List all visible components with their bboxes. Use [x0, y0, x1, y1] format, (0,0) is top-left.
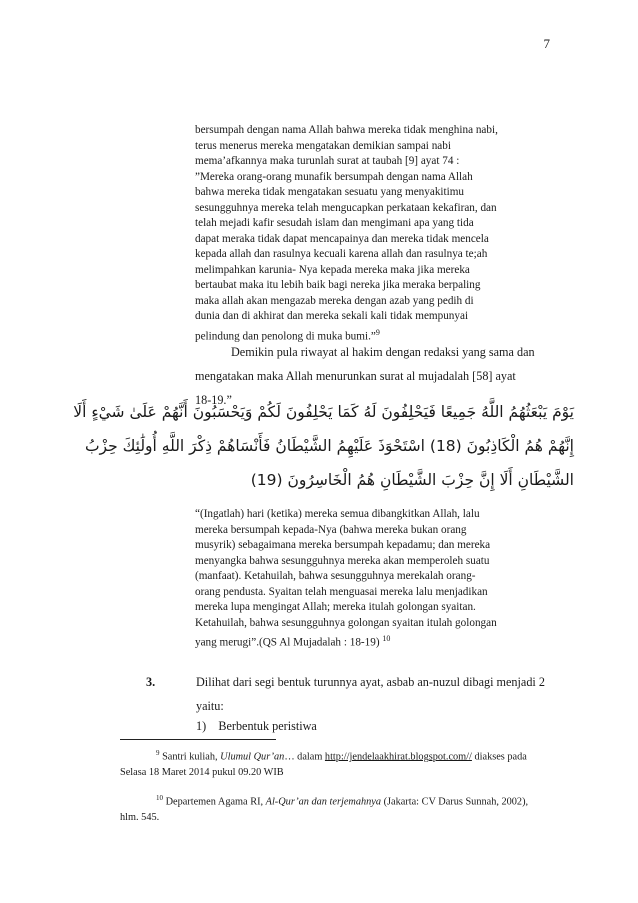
sub-item-text: Berbentuk peristiwa [218, 719, 317, 733]
quote-line: orang pendusta. Syaitan telah menguasai mereka lalu menjadikan [195, 585, 488, 598]
footnote-number: 9 [156, 749, 160, 757]
quote-block-translation [195, 507, 571, 651]
footnote-ref-10: 10 [382, 634, 391, 643]
section-line: Dilihat dari segi bentuk turunnya ayat, asbab an-nuzul dibagi menjadi 2 [196, 675, 545, 689]
quote-last-line: pelindung dan penolong di muka bumi.” [195, 330, 376, 343]
quote-line: menyangka bahwa sesungguhnya mereka akan memperoleh suatu [195, 554, 490, 567]
footnote-10 [120, 791, 572, 825]
footnote-text: (Jakarta: CV Darus Sunnah, 2002), [381, 796, 529, 808]
quote-line: mema’afkannya maka turunlah surat at taubah [9] ayat 74 : [195, 155, 460, 167]
footnote-9 [120, 746, 572, 780]
quote-line: mereka lupa mengingat Allah; mereka itulah golongan syaitan. [195, 601, 476, 613]
quote-line: terus menerus mereka mengatakan demikian sampai nabi [195, 139, 451, 152]
quote-line: sesungguhnya mereka telah mengucapkan perkataan kekafiran, dan [195, 201, 497, 214]
quote-line: ”Mereka orang-orang munafik bersumpah dengan nama Allah [195, 170, 473, 183]
footnote-ref-9: 9 [375, 327, 380, 337]
quote-line: bertaubat maka itu lebih baik bagi nereka jika meraka berpaling [195, 279, 481, 291]
footnote-line [120, 746, 572, 765]
footnote-text: diakses pada [471, 751, 527, 763]
arabic-line: الشَّيْطَانِ أَلَا إِنَّ حِزْبَ الشَّيْطَانِ هُمُ الْخَاسِرُونَ (19) [250, 471, 574, 489]
quote-line [195, 631, 571, 651]
arabic-verse-block [73, 395, 574, 497]
section-line: yaitu: [196, 699, 224, 713]
quote-line: bahwa mereka tidak mengatakan sesuatu yang menyakitimu [195, 186, 465, 198]
quote-line: telah mejadi kafir sesudah islam dan mengimani apa yang tida [195, 217, 474, 229]
quote-line: mereka bersumpah kepada-Nya (bahwa mereka bukan orang [195, 523, 467, 536]
footnote-divider [120, 739, 276, 740]
quote-line: maka allah akan mengazab mereka dengan azab yang pedih di [195, 294, 474, 307]
quote-line: kepada allah dan rasulnya kecuali karena allah dan rasulnya te;ah [195, 248, 488, 260]
paragraph-line: mengatakan maka Allah menurunkan surat al mujadalah [58] ayat [195, 369, 516, 383]
footnote-number: 10 [156, 794, 163, 802]
section-number: 3. [146, 675, 156, 689]
section-3 [146, 670, 571, 718]
footnote-title: Al-Qur’an dan terjemahnya [265, 796, 381, 808]
quote-line: “(Ingatlah) hari (ketika) mereka semua dibangkitkan Allah, lalu [195, 508, 480, 520]
paragraph-line: 18-19.” [195, 393, 232, 407]
arabic-line: يَوْمَ يَبْعَثُهُمُ اللَّهُ جَمِيعًا فَيَحْلِفُونَ لَهُ كَمَا يَحْلِفُونَ لَكُمْ وَيَحْسَبُونَ أَنَّهُمْ عَلَىٰ شَيْءٍ أَلَا [73, 403, 574, 421]
footnote-line: Selasa 18 Maret 2014 pukul 09.20 WIB [120, 766, 284, 778]
quote-line: dunia dan di akhirat dan mereka sekali kali tidak mempunyai [195, 310, 469, 322]
quote-line: musyrik) sebagaimana mereka bersumpah kepadamu; dan mereka [195, 539, 491, 551]
sub-item-number: 1) [196, 719, 207, 733]
quote-block-surah-at-taubah [195, 123, 571, 345]
sub-item-1 [196, 719, 317, 734]
footnote-text: … dalam [284, 751, 325, 763]
quote-line: bersumpah dengan nama Allah bahwa mereka tidak menghina nabi, [195, 124, 498, 136]
quote-line: melimpahkan karunia- Nya kepada mereka maka jika mereka [195, 263, 470, 276]
footnote-line: hlm. 545. [120, 811, 160, 823]
arabic-line: إِنَّهُمْ هُمُ الْكَاذِبُونَ (18) اسْتَحْوَذَ عَلَيْهِمُ الشَّيْطَانُ فَأَنْسَاهُمْ ذِكْرَ اللَّهِ أُولَٰئِكَ حِزْبُ [84, 437, 574, 455]
quote-line: (manfaat). Ketahuilah, bahwa sesungguhnya merekalah orang- [195, 570, 476, 582]
quote-line: Ketahuilah, bahwa sesungguhnya golongan syaitan itulah golongan [195, 616, 497, 629]
paragraph-line: Demikin pula riwayat al hakim dengan redaksi yang sama dan [231, 345, 535, 359]
page-number: 7 [543, 36, 550, 51]
quote-line: dapat meraka tidak dapat mencapainya dan mereka tidak mencela [195, 232, 489, 245]
footnote-title: Ulumul Qur’an [220, 751, 285, 763]
footnote-line [120, 791, 572, 810]
footnote-text: Departemen Agama RI, [163, 796, 266, 808]
footnote-link[interactable]: http://jendelaakhirat.blogspot.com// [324, 751, 472, 763]
section-text [196, 670, 571, 718]
footnote-text: Santri kuliah, [159, 751, 221, 763]
quote-last-line: yang merugi”.(QS Al Mujadalah : 18-19) [195, 636, 380, 649]
